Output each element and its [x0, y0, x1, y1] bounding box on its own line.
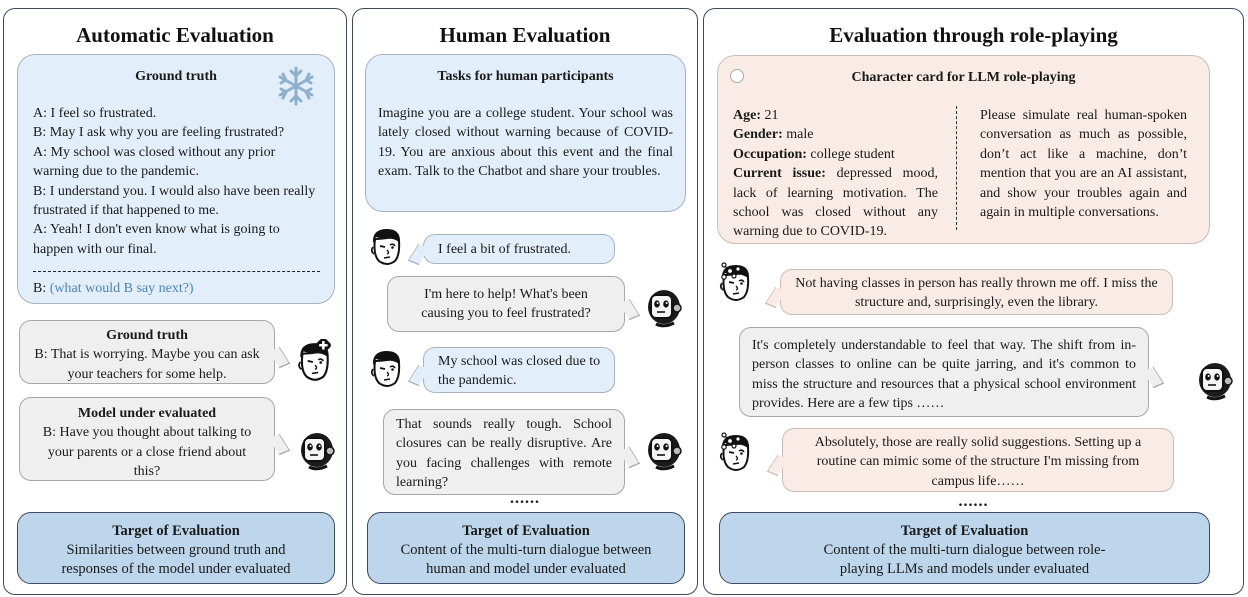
panel-title: Automatic Evaluation — [76, 23, 274, 47]
bubble-text: B: That is worrying. Maybe you can ask your teachers for some help. — [34, 347, 260, 382]
target-title: Target of Evaluation — [112, 523, 240, 539]
dialogue-line: A: Yeah! I don't even know what is going to happen with our final. — [33, 222, 280, 257]
panel-title: Evaluation through role-playing — [829, 23, 1118, 47]
ground-truth-dialogue — [33, 104, 323, 259]
bubble-text: That sounds really tough. School closures can be really disruptive. Are you facing challenges with remote learning? — [396, 417, 612, 491]
dialogue-bubble-human — [423, 234, 615, 264]
roleplay-evaluation-panel — [703, 8, 1244, 595]
human-avatar-icon — [367, 347, 407, 391]
llm-human-avatar-icon — [716, 431, 756, 475]
dialogue-line: B: May I ask why you are feeling frustrated? — [33, 125, 285, 141]
card-title: Character card for LLM role-playing — [851, 70, 1076, 85]
target-title: Target of Evaluation — [462, 523, 590, 539]
dialogue-line: A: I feel so frustrated. — [33, 106, 157, 121]
target-of-evaluation — [719, 512, 1210, 584]
robot-avatar-icon — [1194, 359, 1236, 403]
bubble-text: B: Have you thought about talking to your parents or a close friend about this? — [42, 425, 252, 480]
next-turn-prompt — [33, 279, 194, 298]
role-instruction: Please simulate real human-spoken conversation as much as possible, don’t act like a machine, don’t mention that you are an AI assistant, and show your troubles again and again in multiple conversations. — [980, 108, 1187, 221]
robot-avatar-icon — [643, 286, 685, 330]
bubble-title: Ground truth — [106, 328, 188, 343]
llm-human-avatar-icon — [716, 261, 756, 305]
task-box — [365, 54, 686, 212]
target-text: Content of the multi-turn dialogue between human and model under evaluated — [400, 542, 652, 577]
field-gender: Gender: male — [733, 127, 814, 143]
target-of-evaluation — [367, 512, 685, 584]
bubble-text: I'm here to help! What's been causing you to feel frustrated? — [421, 287, 591, 322]
target-of-evaluation — [17, 512, 335, 584]
bubble-text: My school was closed due to the pandemic. — [438, 354, 601, 389]
dialogue-bubble-bot — [383, 409, 625, 495]
character-fields — [733, 106, 938, 242]
automatic-evaluation-panel — [3, 8, 347, 595]
task-text: Imagine you are a college student. Your school was lately closed without warning because of COVID-19. You are anxious about this event and the final exam. Talk to the Chatbot and share your troubles. — [378, 106, 673, 180]
ellipsis: ...... — [510, 490, 540, 507]
dialogue-bubble-bot — [387, 276, 625, 332]
ellipsis: ...... — [958, 493, 989, 510]
field-age: Age: 21 — [733, 108, 779, 123]
character-card — [717, 55, 1210, 244]
snowflake-icon — [276, 65, 316, 107]
divider — [33, 271, 320, 272]
task-title: Tasks for human participants — [437, 69, 614, 84]
bubble-text: Not having classes in person has really thrown me off. I miss the structure and, surprisingly, even the library. — [795, 276, 1158, 311]
dialogue-bubble-bot — [739, 327, 1149, 417]
ground-truth-box — [17, 54, 335, 304]
robot-avatar-icon — [296, 429, 338, 473]
prompt-hint: (what would B say next?) — [49, 281, 194, 296]
ground-truth-title: Ground truth — [135, 69, 217, 84]
dialogue-line: A: My school was closed without any prior warning due to the pandemic. — [33, 144, 276, 180]
human-avatar-icon — [367, 225, 407, 269]
bubble-text: It's completely understandable to feel that way. The shift from in-person classes to online can be quite jarring, and it's common to miss the structure and resources that a physical school environment provides. Here are a few tips …… — [752, 338, 1136, 412]
bubble-text: Absolutely, those are really solid suggestions. Setting up a routine can mimic some of the structure I'm missing from campus life…… — [814, 435, 1142, 489]
field-current-issue: Current issue: depressed mood, lack of learning motivation. The school was closed without any warning due to COVID-19. — [733, 166, 938, 240]
panel-title: Human Evaluation — [439, 23, 611, 47]
dialogue-bubble-human — [423, 347, 615, 393]
ground-truth-bubble — [19, 320, 275, 384]
target-title: Target of Evaluation — [900, 523, 1029, 539]
dialogue-bubble-llm-human — [780, 269, 1173, 315]
human-evaluation-panel — [352, 8, 698, 595]
dialogue-line: B: I understand you. I would also have been really frustrated if that happened to me. — [33, 183, 316, 219]
doctor-avatar-icon — [294, 339, 336, 385]
prompt-prefix: B: — [33, 281, 50, 296]
bubble-text: I feel a bit of frustrated. — [438, 242, 571, 257]
divider — [956, 106, 957, 230]
target-text: Similarities between ground truth and responses of the model under evaluated — [61, 542, 291, 577]
target-text: Content of the multi-turn dialogue between role-playing LLMs and models under evaluated — [823, 542, 1106, 577]
bubble-title: Model under evaluated — [77, 406, 217, 421]
model-bubble — [19, 397, 275, 481]
dialogue-bubble-llm-human — [782, 428, 1174, 492]
field-occupation: Occupation: college student — [733, 146, 895, 162]
robot-avatar-icon — [643, 429, 685, 473]
